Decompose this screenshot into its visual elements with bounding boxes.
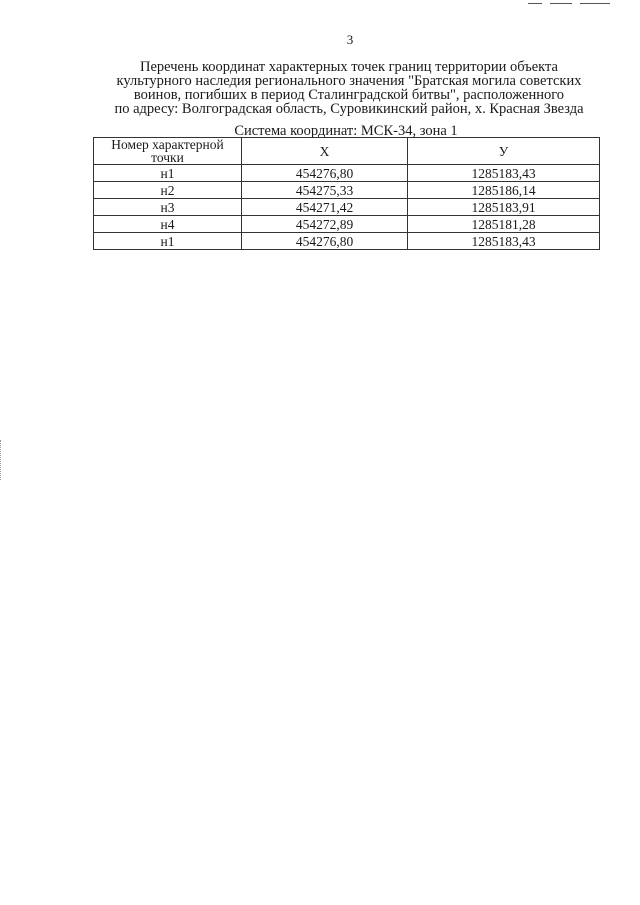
- cell-y: 1285183,43: [408, 233, 600, 250]
- header-y: У: [408, 138, 600, 165]
- cell-x: 454271,42: [242, 199, 408, 216]
- scan-corner-marks: [520, 0, 640, 8]
- title-line: воинов, погибших в период Сталинградской битвы", расположенного: [133, 87, 565, 103]
- cell-x: 454272,89: [242, 216, 408, 233]
- cell-point: н1: [94, 233, 242, 250]
- table-row: [94, 199, 600, 216]
- coordinate-system-caption: Система координат: МСК-34, зона 1: [234, 123, 458, 139]
- table-row: [94, 182, 600, 199]
- cell-y: 1285183,91: [408, 199, 600, 216]
- cell-point: н4: [94, 216, 242, 233]
- header-point-number: Номер характерной точки: [94, 138, 242, 165]
- table-row: [94, 165, 600, 182]
- table-row: [94, 233, 600, 250]
- cell-x: 454276,80: [242, 165, 408, 182]
- cell-x: 454275,33: [242, 182, 408, 199]
- table-header-row: [94, 138, 600, 165]
- cell-x: 454276,80: [242, 233, 408, 250]
- cell-point: н1: [94, 165, 242, 182]
- coordinates-table: [93, 137, 600, 250]
- header-x: X: [242, 138, 408, 165]
- cell-point: н2: [94, 182, 242, 199]
- title-line: Перечень координат характерных точек границ территории объекта: [140, 59, 558, 75]
- page-number: 3: [346, 32, 354, 47]
- title-line: по адресу: Волгоградская область, Суровикинский район, х. Красная Звезда: [114, 101, 584, 117]
- cell-point: н3: [94, 199, 242, 216]
- title-line: культурного наследия регионального значения "Братская могила советских: [116, 73, 582, 89]
- table-row: [94, 216, 600, 233]
- cell-y: 1285183,43: [408, 165, 600, 182]
- cell-y: 1285181,28: [408, 216, 600, 233]
- document-title: [96, 60, 602, 116]
- scan-edge-mark: [0, 440, 4, 480]
- cell-y: 1285186,14: [408, 182, 600, 199]
